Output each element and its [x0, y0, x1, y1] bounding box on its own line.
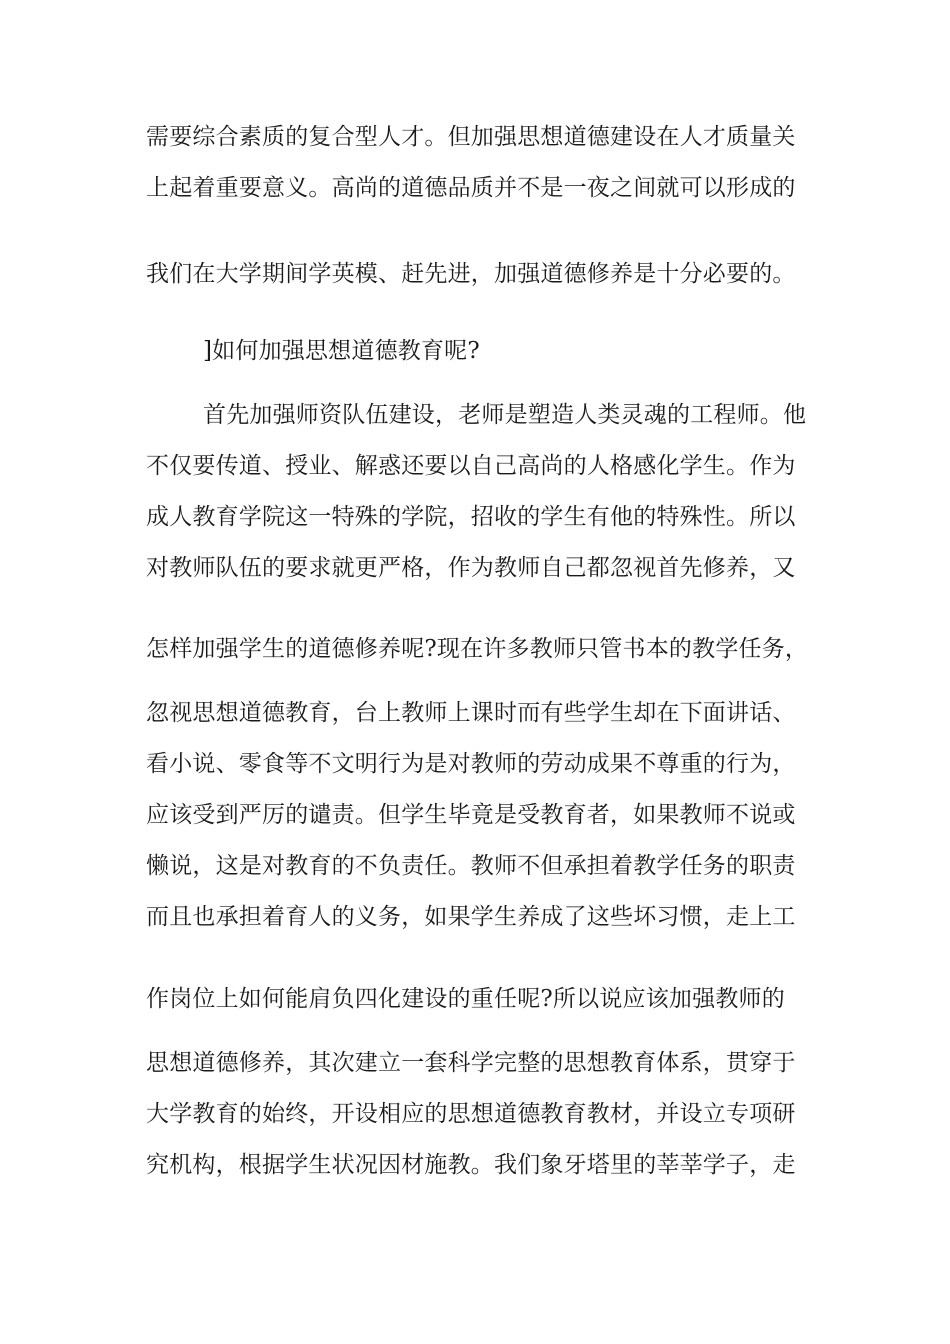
text-line: 懒说，这是对教育的不负责任。教师不但承担着教学任务的职责 [146, 853, 796, 879]
text-line: 忽视思想道德教育，台上教师上课时而有些学生却在下面讲话、 [146, 700, 796, 726]
text-line: 思想道德修养，其次建立一套科学完整的思想教育体系，贯穿于 [146, 1050, 796, 1076]
text-line: 大学教育的始终，开设相应的思想道德教育教材，并设立专项研 [146, 1101, 796, 1127]
text-line: 应该受到严厉的谴责。但学生毕竟是受教育者，如果教师不说或 [146, 802, 796, 828]
text-line: 对教师队伍的要求就更严格，作为教师自己都忽视首先修养，又 [146, 555, 796, 581]
text-line: 而且也承担着育人的义务，如果学生养成了这些坏习惯，走上工 [146, 904, 796, 930]
text-line: 不仅要传道、授业、解惑还要以自己高尚的人格感化学生。作为 [146, 453, 796, 479]
text-line: 需要综合素质的复合型人才。但加强思想道德建设在人才质量关 [146, 124, 796, 150]
text-line: 看小说、零食等不文明行为是对教师的劳动成果不尊重的行为， [146, 751, 796, 777]
text-line: 怎样加强学生的道德修养呢?现在许多教师只管书本的教学任务， [146, 636, 809, 662]
text-line: 作岗位上如何能肩负四化建设的重任呢?所以说应该加强教师的 [146, 986, 785, 1012]
text-line: 上起着重要意义。高尚的道德品质并不是一夜之间就可以形成的 [146, 175, 796, 201]
text-line: 我们在大学期间学英模、赶先进，加强道德修养是十分必要的。 [146, 261, 796, 287]
text-line: 成人教育学院这一特殊的学院，招收的学生有他的特殊性。所以 [146, 504, 796, 530]
text-line: 首先加强师资队伍建设，老师是塑造人类灵魂的工程师。他 [203, 402, 807, 428]
text-line: 究机构，根据学生状况因材施教。我们象牙塔里的莘莘学子，走 [146, 1152, 796, 1178]
section-heading: ]如何加强思想道德教育呢? [203, 338, 480, 364]
